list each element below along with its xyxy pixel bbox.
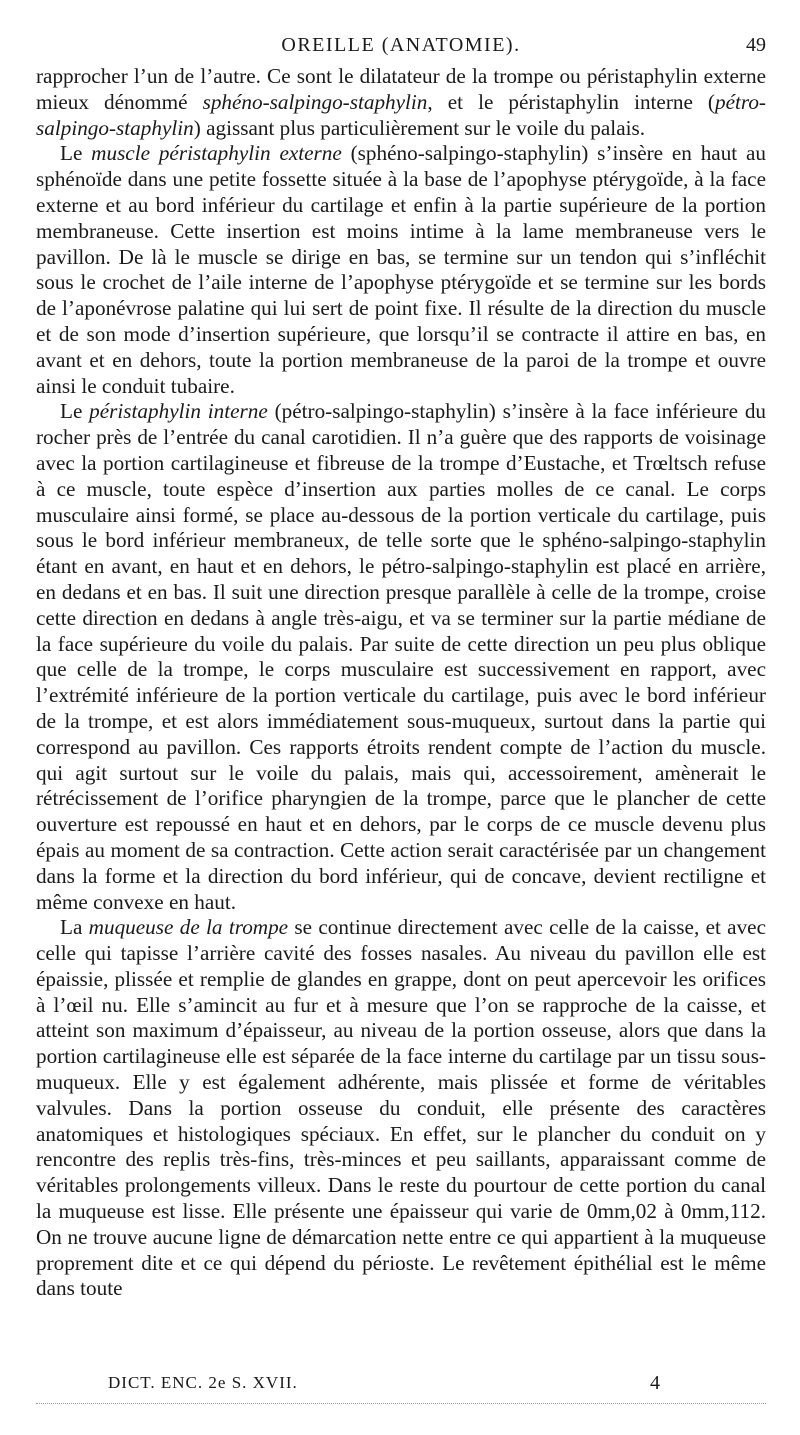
footer-rule <box>36 1403 766 1404</box>
page-header <box>36 34 766 58</box>
printer-signature: DICT. ENC. 2e S. XVII. <box>108 1373 298 1392</box>
text-run: , et le péristaphylin interne ( <box>427 89 715 114</box>
body-text <box>36 64 766 1302</box>
text-run: rapprocher l’un de l’autre. Ce sont le dilatateur de la trompe ou péristaphylin externe mieux dénommé <box>36 64 766 114</box>
paragraph <box>36 399 766 915</box>
text-run: Le <box>60 141 92 166</box>
text-run: La <box>60 915 89 940</box>
paragraph <box>36 915 766 1302</box>
page-number: 49 <box>746 34 766 56</box>
paragraph <box>36 141 766 399</box>
text-run: ) agissant plus particulièrement sur le voile du palais. <box>193 115 646 140</box>
paragraph <box>36 64 766 141</box>
italic-term: muscle péristaphylin externe <box>91 141 342 166</box>
italic-term: muqueuse de la trompe <box>88 915 289 940</box>
italic-term: pétro-salpingo-staphylin <box>36 89 766 140</box>
text-run: se continue directement avec celle de la caisse, et avec celle qui tapisse l’arrière cavité des fosses nasales. Au niveau du pavillon elle est épaissie, plissée et remplie de glandes en grappe, dont on peut apercevoir les orifices à l’œil nu. Elle s’amincit au fur et à mesure que l’on se rapproche de la caisse, et atteint son maximum d’épaisseur, au niveau de la portion osseuse, alors que dans la portion cartilagineuse elle est séparée de la face interne du cartilage par un tissu sous-muqueux. Elle y est également adhérente, mais plissée et forme de véritables valvules. Dans la portion osseuse du conduit, elle présente des caractères anatomiques et histologiques spéciaux. En effet, sur le plancher du conduit on y rencontre des replis très-fins, très-minces et peu saillants, apparaissant comme de véritables prolongements villeux. Dans le reste du pourtour de cette portion du canal la muqueuse est lisse. Elle présente une épaisseur qui varie de 0mm,02 à 0mm,112. On ne trouve aucune ligne de démarcation nette entre ce qui appartient à la muqueuse proprement dite et ce qui dépend du périoste. Le revêtement épithélial est le même dans toute <box>36 915 766 1301</box>
text-run: (pétro-salpingo-staphylin) s’insère à la face inférieure du rocher près de l’entrée du canal carotidien. Il n’a guère que des rapports de voisinage avec la portion cartilagineuse et fibreuse de la trompe d’Eustache, et Trœltsch refuse à ce muscle, toute espèce d’insertion aux parties molles de ce canal. Le corps musculaire ainsi formé, se place au-dessous de la portion verticale du cartilage, puis sous le bord inférieur membraneux, de telle sorte que le sphéno-salpingo-staphylin étant en avant, en haut et en dehors, le pétro-salpingo-staphylin est placé en arrière, en dedans et en bas. Il suit une direction presque parallèle à celle de la trompe, croise cette direction en dedans à angle très-aigu, et va se terminer sur la partie médiane de la face supérieure du voile du palais. Par suite de cette direction un peu plus oblique que celle de la trompe, le corps musculaire est successivement en rapport, avec l’extrémité inférieure de la portion verticale du cartilage, puis avec le bord inférieur de la trompe, et est alors immédiatement sous-muqueux, surtout dans la partie qui correspond au pavillon. Ces rapports étroits rendent compte de l’action du muscle. qui agit surtout sur le voile du palais, mais qui, accessoirement, amènerait le rétrécissement de l’orifice pharyngien de la trompe, parce que le plancher de cette ouverture est repoussé en haut et en dehors, par le corps de ce muscle devenu plus épais au moment de sa contraction. Cette action serait caractérisée par un changement dans la forme et la direction du bord inférieur, qui de concave, devient rectiligne et même convexe en haut. <box>36 399 767 914</box>
italic-term: sphéno-salpingo-staphylin <box>202 89 428 114</box>
italic-term: péristaphylin interne <box>89 399 268 424</box>
signature-mark: 4 <box>650 1372 660 1394</box>
page-footer <box>36 1373 766 1413</box>
text-run: (sphéno-salpingo-staphylin) s’insère en haut au sphénoïde dans une petite fossette située à la base de l’apophyse ptérygoïde, à la face externe et au bord inférieur du cartilage et enfin à la partie supérieure de la portion membraneuse. Cette insertion est moins intime à la lame membraneuse vers le pavillon. De là le muscle se dirige en bas, se termine sur un tendon qui s’infléchit sous le crochet de l’aile interne de l’apophyse ptérygoïde et se termine sur les bords de l’aponévrose palatine qui lui sert de point fixe. Il résulte de la direction du muscle et de son mode d’insertion supérieure, que lorsqu’il se contracte il attire en bas, en avant et en dehors, toute la portion membraneuse de la paroi de la trompe et ouvre ainsi le conduit tubaire. <box>36 141 766 398</box>
text-run: Le <box>60 399 90 424</box>
running-title: OREILLE (ANATOMIE). <box>281 34 521 56</box>
